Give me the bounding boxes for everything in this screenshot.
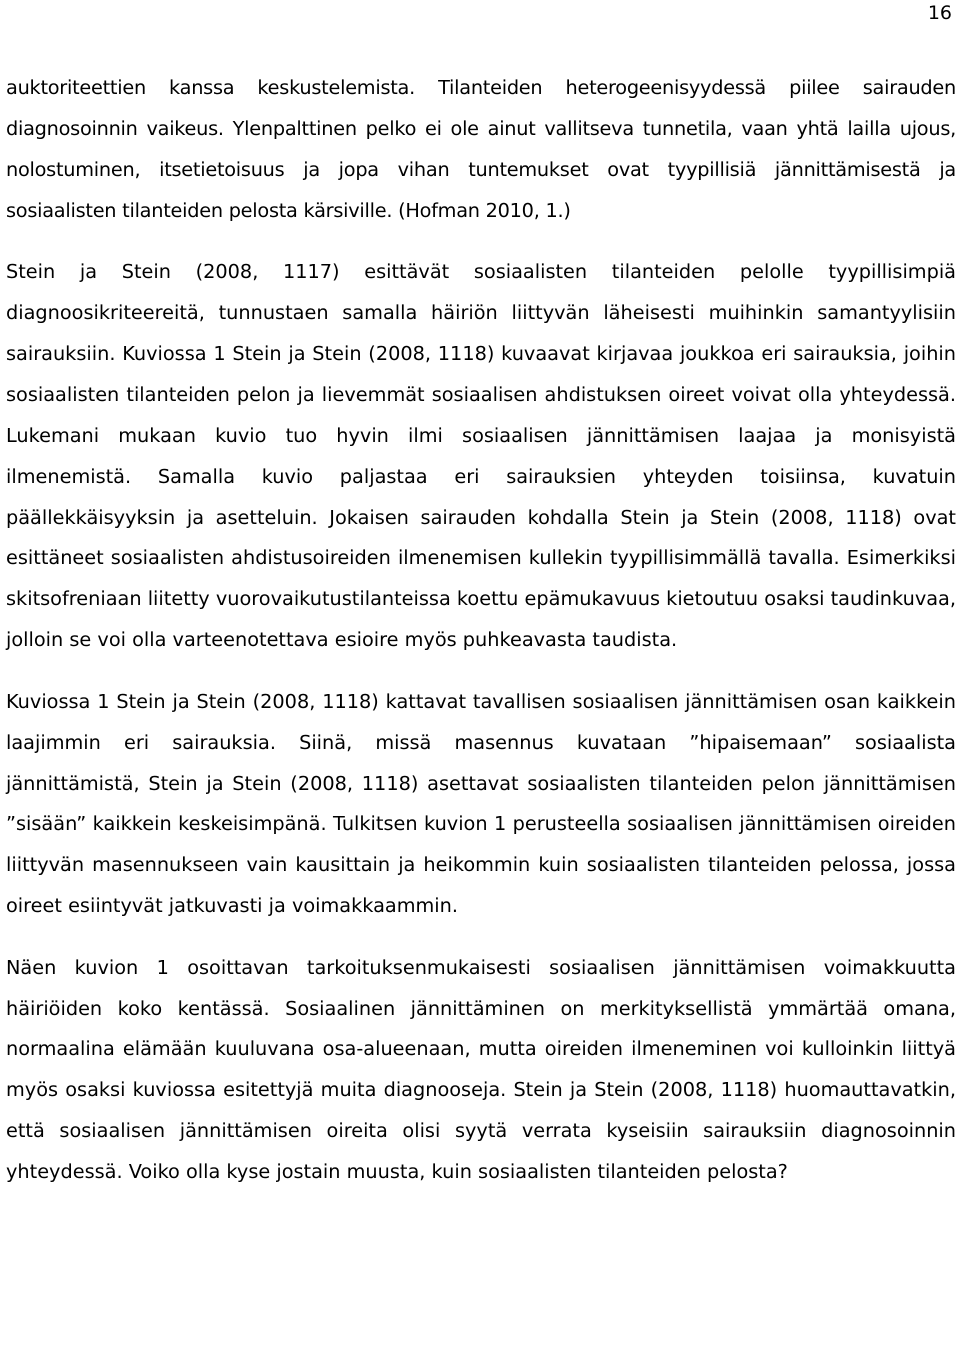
document-body — [6, 68, 956, 1193]
paragraph-4: Näen kuvion 1 osoittavan tarkoituksenmukaisesti sosiaalisen jännittämisen voimakkuutta häiriöiden koko kentässä. Sosiaalinen jännittäminen on merkityksellistä ymmärtää omana, normaalina elämään kuuluvana osa-alueenaan, mutta oireiden ilmeneminen voi kulloinkin liittyä myös osaksi kuviossa esitettyjä muita diagnooseja. Stein ja Stein (2008, 1118) huomauttavatkin, että sosiaalisen jännittämisen oireita olisi syytä verrata kyseisiin sairauksiin diagnosoinnin yhteydessä. Voiko olla kyse jostain muusta, kuin sosiaalisten tilanteiden pelosta? — [6, 955, 956, 1184]
paragraph-1: auktoriteettien kanssa keskustelemista. Tilanteiden heterogeenisyydessä piilee sairauden diagnosoinnin vaikeus. Ylenpalttinen pelko ei ole ainut vallitseva tunnetila, vaan yhtä lailla ujous, nolostuminen, itsetietoisuus ja jopa vihan tuntemukset ovat tyypillisiä jännittämisestä ja sosiaalisten tilanteiden pelosta kärsiville. (Hofman 2010, 1.) — [6, 76, 956, 222]
page-number: 16 — [927, 2, 952, 24]
paragraph-3: Kuviossa 1 Stein ja Stein (2008, 1118) kattavat tavallisen sosiaalisen jännittämisen osan kaikkein laajimmin eri sairauksia. Siinä, missä masennus kuvataan ”hipaisemaan” sosiaalista jännittämistä, Stein ja Stein (2008, 1118) asettavat sosiaalisten tilanteiden pelon jännittämisen ”sisään” kaikkein keskeisimpänä. Tulkitsen kuvion 1 perusteella sosiaalisen jännittämisen oireiden liittyvän masennukseen vain kausittain ja heikommin kuin sosiaalisten tilanteiden pelossa, jossa oireet esiintyvät jatkuvasti ja voimakkaammin. — [6, 689, 956, 918]
paragraph-2: Stein ja Stein (2008, 1117) esittävät sosiaalisten tilanteiden pelolle tyypillisimpiä diagnoosikriteereitä, tunnustaen samalla häiriön liittyvän läheisesti muihinkin samantyylisiin sairauksiin. Kuviossa 1 Stein ja Stein (2008, 1118) kuvaavat kirjavaa joukkoa eri sairauksia, joihin sosiaalisten tilanteiden pelon ja lievemmät sosiaalisen ahdistuksen oireet voivat olla yhteydessä. Lukemani mukaan kuvio tuo hyvin ilmi sosiaalisen jännittämisen laajaa ja monisyistä ilmenemistä. Samalla kuvio paljastaa eri sairauksien yhteyden toisiinsa, kuvatuin päällekkäisyyksin ja asetteluin. Jokaisen sairauden kohdalla Stein ja Stein (2008, 1118) ovat esittäneet sosiaalisten ahdistusoireiden ilmenemisen kullekin tyypillisimmällä tavalla. Esimerkiksi skitsofreniaan liitetty vuorovaikutustilanteissa koettu epämukavuus kietoutuu osaksi taudinkuvaa, jolloin se voi olla varteenotettava esioire myös puhkeavasta taudista. — [6, 260, 956, 652]
